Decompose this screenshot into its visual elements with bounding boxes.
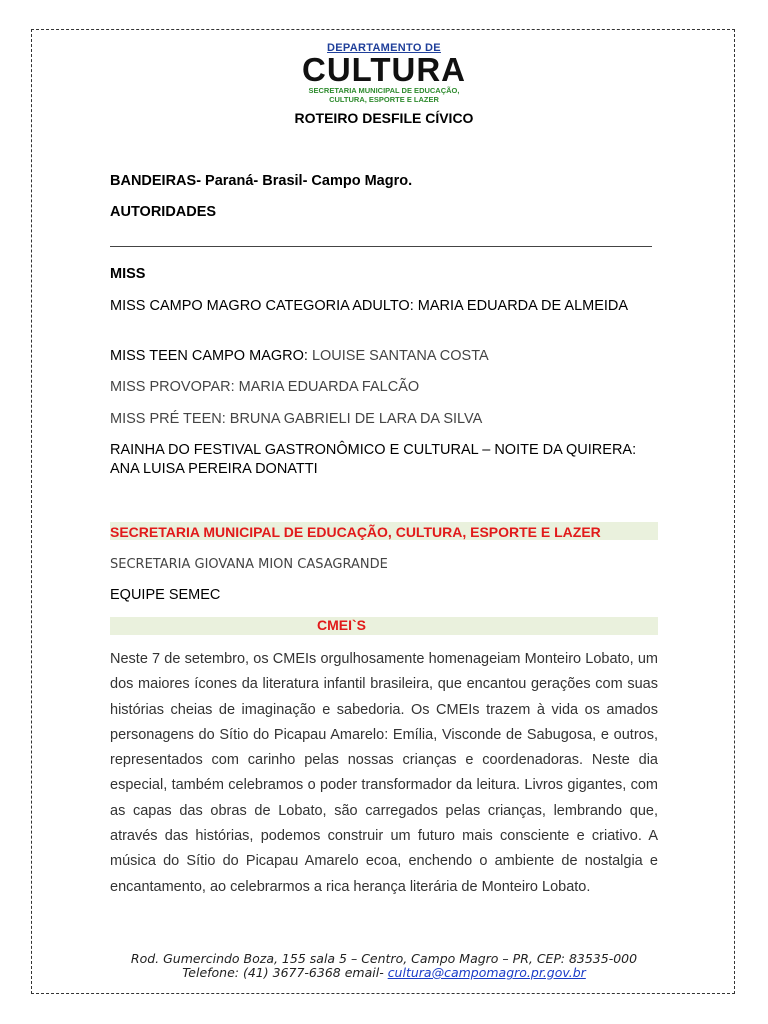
miss-pre-teen: MISS PRÉ TEEN: BRUNA GABRIELI DE LARA DA SILVA xyxy=(110,411,483,427)
logo-department: DEPARTAMENTO DE xyxy=(327,42,441,54)
secretaria-name: SECRETARIA GIOVANA MION CASAGRANDE xyxy=(110,557,388,572)
miss-teen xyxy=(110,347,658,366)
logo-subtitle-1: SECRETARIA MUNICIPAL DE EDUCAÇÃO, xyxy=(308,86,460,95)
document-title: ROTEIRO DESFILE CÍVICO xyxy=(294,110,474,126)
logo-name: CULTURA xyxy=(301,51,467,88)
cultura-logo xyxy=(298,42,470,110)
miss-teen-name: LOUISE SANTANA COSTA xyxy=(311,348,489,364)
equipe-semec: EQUIPE SEMEC xyxy=(110,587,221,603)
logo-subtitle-2: CULTURA, ESPORTE E LAZER xyxy=(329,95,439,104)
cmeis-paragraph: Neste 7 de setembro, os CMEIs orgulhosamente homenageiam Monteiro Lobato, um dos maiores ícones da literatura infantil brasileira, que encantou gerações com suas histórias cheias de imaginação e sabedoria. Os CMEIs trazem à vida os amados personagens do Sítio do Picapau Amarelo: Emília, Visconde de Sabugosa, e outros, representados com carinho pelas nossas crianças e coordenadoras. Neste dia especial, também celebramos o poder transformador da leitura. Livros gigantes, com as capas das obras de Lobato, são carregados pelas crianças, lembrando que, através das histórias, podemos construir um futuro mais consciente e criativo. A música do Sítio do Picapau Amarelo ecoa, enchendo o ambiente de nostalgia e encantamento, ao celebrarmos a rica herança literária de Monteiro Lobato. xyxy=(110,651,658,895)
autoridades-heading: AUTORIDADES xyxy=(110,204,217,220)
cmeis-heading: CMEI`S xyxy=(317,617,366,633)
secretaria-heading: SECRETARIA MUNICIPAL DE EDUCAÇÃO, CULTURA, ESPORTE E LAZER xyxy=(110,524,601,540)
footer-email-link[interactable]: cultura@campomagro.pr.gov.br xyxy=(387,965,586,980)
miss-provopar: MISS PROVOPAR: MARIA EDUARDA FALCÃO xyxy=(110,379,420,395)
footer-contact xyxy=(0,966,768,980)
miss-heading: MISS xyxy=(110,266,146,282)
bandeiras-line: BANDEIRAS- Paraná- Brasil- Campo Magro. xyxy=(110,173,413,189)
signature-rule xyxy=(110,246,652,247)
rainha-festival: RAINHA DO FESTIVAL GASTRONÔMICO E CULTURAL – NOITE DA QUIRERA: ANA LUISA PEREIRA DONATTI xyxy=(110,442,637,477)
miss-teen-label: MISS TEEN CAMPO MAGRO: xyxy=(110,348,312,364)
footer-phone: Telefone: (41) 3677-6368 email- xyxy=(182,965,388,980)
footer-address: Rod. Gumercindo Boza, 155 sala 5 – Centro, Campo Magro – PR, CEP: 83535-000 xyxy=(130,951,638,966)
miss-adulto: MISS CAMPO MAGRO CATEGORIA ADULTO: MARIA EDUARDA DE ALMEIDA xyxy=(110,298,629,314)
